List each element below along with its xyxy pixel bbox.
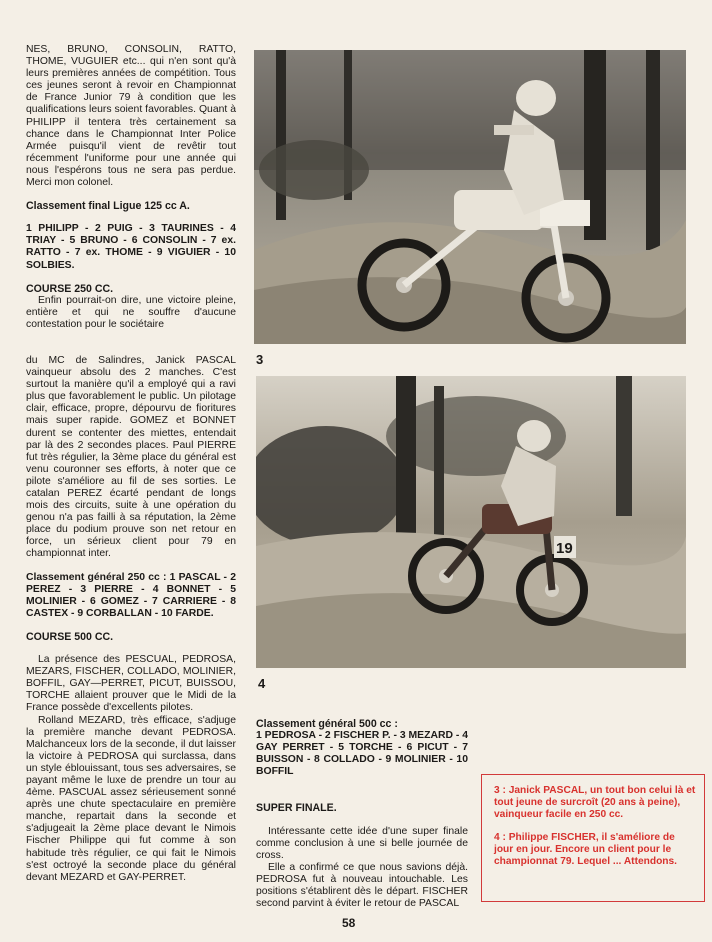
photo-motocross-rider-4 [256,376,686,668]
photo-3-number: 3 [256,352,264,367]
course-500-paragraph-1: La présence des PESCUAL, PEDROSA, MEZARS, FISCHER, COLLADO, MOLINIER, BOFFIL, GAY—PERRET, PICUT, BUISSOU, TORCHE allaient prouver que le Midi de la France possède d'excellents pilotes. [26,654,236,714]
classement-500-heading: Classement général 500 cc : [256,718,398,730]
photo-4-number: 4 [258,676,266,691]
left-column [26,44,236,884]
super-finale-paragraph-1: Intéressante cette idée d'une super finale comme conclusion à une si belle journée de cross. [256,825,468,861]
course-500-heading: COURSE 500 CC. [26,630,114,643]
super-finale-heading: SUPER FINALE. [256,802,337,815]
classement-125-heading: Classement final Ligue 125 cc A. [26,200,190,213]
middle-column [256,718,468,910]
photo-motocross-rider-3 [254,50,686,344]
classement-250-results: Classement général 250 cc : 1 PASCAL - 2 PEREZ - 3 PIERRE - 4 BONNET - 5 MOLINIER - 6 GOMEZ - 7 CARRIERE - 8 CASTEX - 9 CORBALLAN - 10 FARDE. [26,571,236,619]
classement-125-results: 1 PHILIPP - 2 PUIG - 3 TAURINES - 4 TRIAY - 5 BRUNO - 6 CONSOLIN - 7 ex. RATTO - 7 ex. THOME - 9 VIGUIER - 10 SOLBIES. [26,223,236,271]
caption-photo-4: 4 : Philippe FISCHER, il s'améliore de jour en jour. Encore un client pour le championnat 79. Lequel ... Attendons. [494,832,678,867]
course-250-paragraph-1: Enfin pourrait-on dire, une victoire pleine, entière et qui ne souffre d'aucune contestation pour le sociétaire [26,294,236,330]
course-500-paragraph-2: Rolland MEZARD, très efficace, s'adjuge la première manche devant PEDROSA. Malchanceux lors de la seconde, il dut laisser la victoire à PEDROSA qui surclassa, dans un style éblouissant, tous ses adversaires, se payant même le luxe de prendre un tour au 4ème. PASCUAL assez sérieusement sonné après une chute spectaculaire en première manche, repartait dans la seconde et s'adjugeait la 2ème place devant le Nimois Fischer Philippe qui fut comme à son habitude très régulier, ce qui fait le Nimois s'est octroyé la seconde place du général devant MEZARD et GAY-PERRET. [26,714,236,883]
caption-photo-3: 3 : Janick PASCAL, un tout bon celui là et tout jeune de surcroît (20 ans à peine), vainqueur facile en 250 cc. [494,785,696,820]
photo-3-illustration [254,50,686,344]
super-finale-paragraph-2: Elle a confirmé ce que nous savions déjà. PEDROSA fut à nouveau intouchable. Les positions s'établirent dès le départ. FISCHER second parvint à éviter le retour de PASCAL [256,861,468,910]
classement-500-results: 1 PEDROSA - 2 FISCHER P. - 3 MEZARD - 4 GAY PERRET - 5 TORCHE - 6 PICUT - 7 BUISSON - 8 COLLADO - 9 MOLINIER - 10 BOFFIL [256,730,468,778]
photo-captions-box [481,774,705,902]
number-plate-19: 19 [556,540,573,557]
course-250-heading: COURSE 250 CC. [26,282,114,295]
page-number: 58 [342,916,356,930]
intro-paragraph: NES, BRUNO, CONSOLIN, RATTO, THOME, VUGUIER etc... qui n'en sont qu'à leurs premières années de compétition. Tous ces jeunes seront à revoir en Championnat de France Junior 79 à condition que les qualifications leurs soient favorables. Quant à PHILIPP il tentera très certainement sa chance dans le Championnat Inter Police Armée puisqu'il vient de revêtir tout récemment l'uniforme pour une année qui nous l'espérons tous ne sera pas perdue. Merci mon colonel. [26,44,236,189]
photo-4-illustration [256,376,686,668]
course-250-paragraph-2: du MC de Salindres, Janick PASCAL vainqueur absolu des 2 manches. C'est surtout la manière qu'il a employé qui a ravi plus que favorablement le public. Un pilotage clair, efficace, propre, dépourvu de fioritures mais super rapide. GOMEZ et BONNET durent se contenter des miettes, entendait par là des 2 secondes places. Paul PIERRE fut très régulier, la 3ème place du général est venu couronner ses efforts, à noter que ce pilote s'améliore au fil de ses sorties. Le catalan PEREZ écarté pendant de longs mois des circuits, suite à une opération du genou n'a pas failli à sa réputation, la 2ème place du podium prouve son net retour en force, un sérieux client pour 79 en championnat inter. [26,354,236,560]
